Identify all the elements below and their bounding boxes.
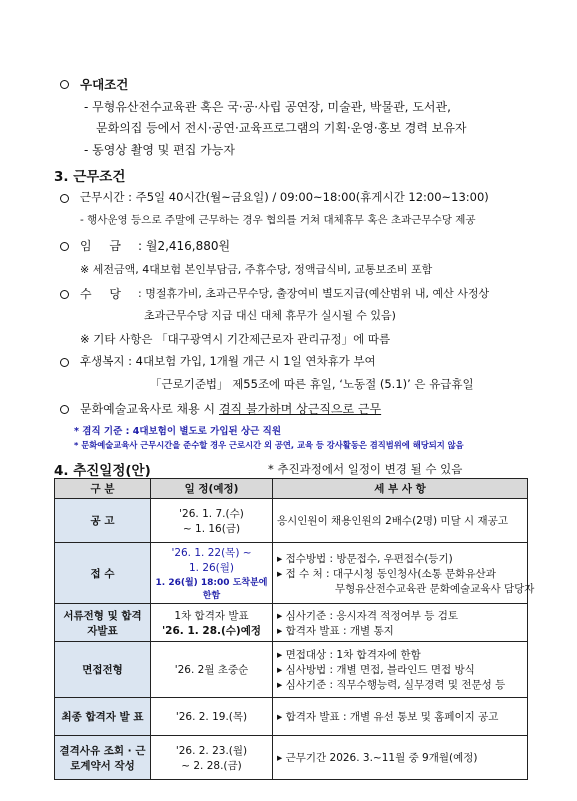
hire-underlined: 겸직 불가하며 상근직으로 근무 <box>218 402 382 416</box>
wage-label: 임 금 <box>80 239 121 253</box>
row-content <box>273 543 535 604</box>
row-content <box>273 698 528 736</box>
date-line: '26. 2. 23.(월) <box>175 744 248 757</box>
allowance-value-2: 초과근무수당 지급 대신 대체 휴무가 실시될 수 있음) <box>144 309 396 322</box>
date-line: '26. 1. 28.(수)예정 <box>161 624 262 637</box>
wage-value: : 월2,416,880원 <box>138 239 231 253</box>
content-line: 무형유산전수교육관 문화예술교육사 담당자 <box>335 582 535 595</box>
col-header: 세 부 사 항 <box>273 479 528 499</box>
col-header: 구 분 <box>55 479 151 499</box>
content-line: ▸ 심사방법 : 개별 면접, 블라인드 면접 방식 <box>277 664 475 676</box>
row-content <box>273 604 528 642</box>
table-header-row <box>55 479 528 499</box>
table-row <box>55 642 528 698</box>
row-date <box>151 698 273 736</box>
content-line: ▸ 심사기준 : 응시자격 적정여부 등 검토 <box>277 609 458 622</box>
hire-condition <box>80 400 381 417</box>
date-deadline: 1. 26(월) 18:00 도착분에 한함 <box>155 578 268 601</box>
allowance-value: : 명절휴가비, 초과근무수당, 출장여비 별도지급(예산범위 내, 예산 사정상 <box>138 287 490 300</box>
content-line: 응시인원이 채용인원의 2배수(2명) 미달 시 재공고 <box>277 515 508 527</box>
row-category: 최종 합격자 발 표 <box>55 698 151 736</box>
date-line: 1차 합격자 발표 <box>174 609 249 622</box>
work-hours: 근무시간 : 주5일 40시간(월~금요일) / 09:00~18:00(휴게시간 12:00~13:00) <box>80 190 489 204</box>
pref-line2: 문화의집 등에서 전시·공연·교육프로그램의 기획·운영·홍보 경력 보유자 <box>96 121 467 135</box>
schedule-table <box>54 478 535 780</box>
work-hours-note: - 행사운영 등으로 주말에 근무하는 경우 협의를 거쳐 대체휴무 혹은 초과근무수당 제공 <box>80 214 476 226</box>
bullet-circle-icon <box>60 405 69 414</box>
row-category: 접 수 <box>55 543 151 604</box>
date-line: 1. 26(월) <box>188 562 235 574</box>
row-date <box>151 642 273 698</box>
allowance-label: 수 당 <box>80 287 121 301</box>
row-content <box>273 642 528 698</box>
date-line: '26. 1. 22(목) ~ <box>171 547 252 559</box>
row-category: 공 고 <box>55 499 151 543</box>
welfare-2: 「근로기준법」 제55조에 따른 휴일, ‘노동절 (5.1)’ 은 유급휴일 <box>150 377 474 391</box>
row-category: 서류전형 및 합격자발표 <box>55 604 151 642</box>
row-date <box>151 543 273 604</box>
row-content <box>273 499 528 543</box>
row-date <box>151 736 273 780</box>
hire-text: 문화예술교육사로 채용 시 <box>80 402 219 416</box>
etc-note: ※ 기타 사항은 「대구광역시 기간제근로자 관리규정」에 따름 <box>80 332 391 346</box>
row-category: 면접전형 <box>55 642 151 698</box>
welfare: 후생복지 : 4대보험 가입, 1개월 개근 시 1일 연차휴가 부여 <box>80 354 376 368</box>
bullet-circle-icon <box>60 242 69 251</box>
pref-title: 우대조건 <box>80 77 129 92</box>
date-line: '26. 2월 초중순 <box>174 664 249 676</box>
row-category: 결격사유 조회 · 근로계약서 작성 <box>55 736 151 780</box>
note-concurrent: * 겸직 기준 : 4대보험이 별도로 가입된 상근 직원 <box>74 426 282 437</box>
table-row <box>55 698 528 736</box>
pref-line1: - 무형유산전수교육관 혹은 국·공·사립 공연장, 미술관, 박물관, 도서관, <box>84 100 451 114</box>
work-title: 3. 근무조건 <box>54 169 126 185</box>
schedule-note: * 추진과정에서 일정이 변경 될 수 있음 <box>268 462 463 476</box>
date-line: '26. 2. 19.(목) <box>175 711 248 723</box>
date-line: '26. 1. 7.(수) <box>179 507 244 520</box>
content-line: ▸ 근무기간 2026. 3.~11월 중 9개월(예정) <box>277 752 478 764</box>
wage-note: ※ 세전금액, 4대보험 본인부담금, 주휴수당, 정액급식비, 교통보조비 포함 <box>80 263 433 276</box>
date-line: ~ 1. 16(금) <box>182 522 241 535</box>
bullet-circle-icon <box>60 290 69 299</box>
row-date <box>151 604 273 642</box>
content-line: ▸ 면접대상 : 1차 합격자에 한함 <box>277 649 421 661</box>
content-line: ▸ 심사기준 : 직무수행능력, 실무경력 및 전문성 등 <box>277 679 506 691</box>
content-line: ▸ 접수방법 : 방문접수, 우편접수(등기) <box>277 552 453 565</box>
content-line: ▸ 접 수 처 : 대구시청 동인청사(소통 문화유산과 <box>277 567 496 580</box>
row-content <box>273 736 528 780</box>
bullet-circle-icon <box>60 194 69 203</box>
row-date <box>151 499 273 543</box>
note-instructor: * 문화예술교육사 근무시간을 준수할 경우 근로시간 외 공연, 교육 등 강사활동은 겸직범위에 해당되지 않음 <box>74 440 464 450</box>
table-row <box>55 736 528 780</box>
bullet-circle-icon <box>60 80 69 89</box>
date-line: ~ 2. 28.(금) <box>181 759 242 772</box>
schedule-title: 4. 추진일정(안) <box>54 463 151 479</box>
table-row <box>55 499 528 543</box>
pref-line3: - 동영상 촬영 및 편집 가능자 <box>84 143 235 157</box>
bullet-circle-icon <box>60 358 69 367</box>
table-row <box>55 543 528 604</box>
table-row <box>55 604 528 642</box>
content-line: ▸ 합격자 발표 : 개별 통지 <box>277 624 394 637</box>
content-line: ▸ 합격자 발표 : 개별 유선 통보 및 홈페이지 공고 <box>277 711 499 723</box>
col-header: 일 정(예정) <box>151 479 273 499</box>
